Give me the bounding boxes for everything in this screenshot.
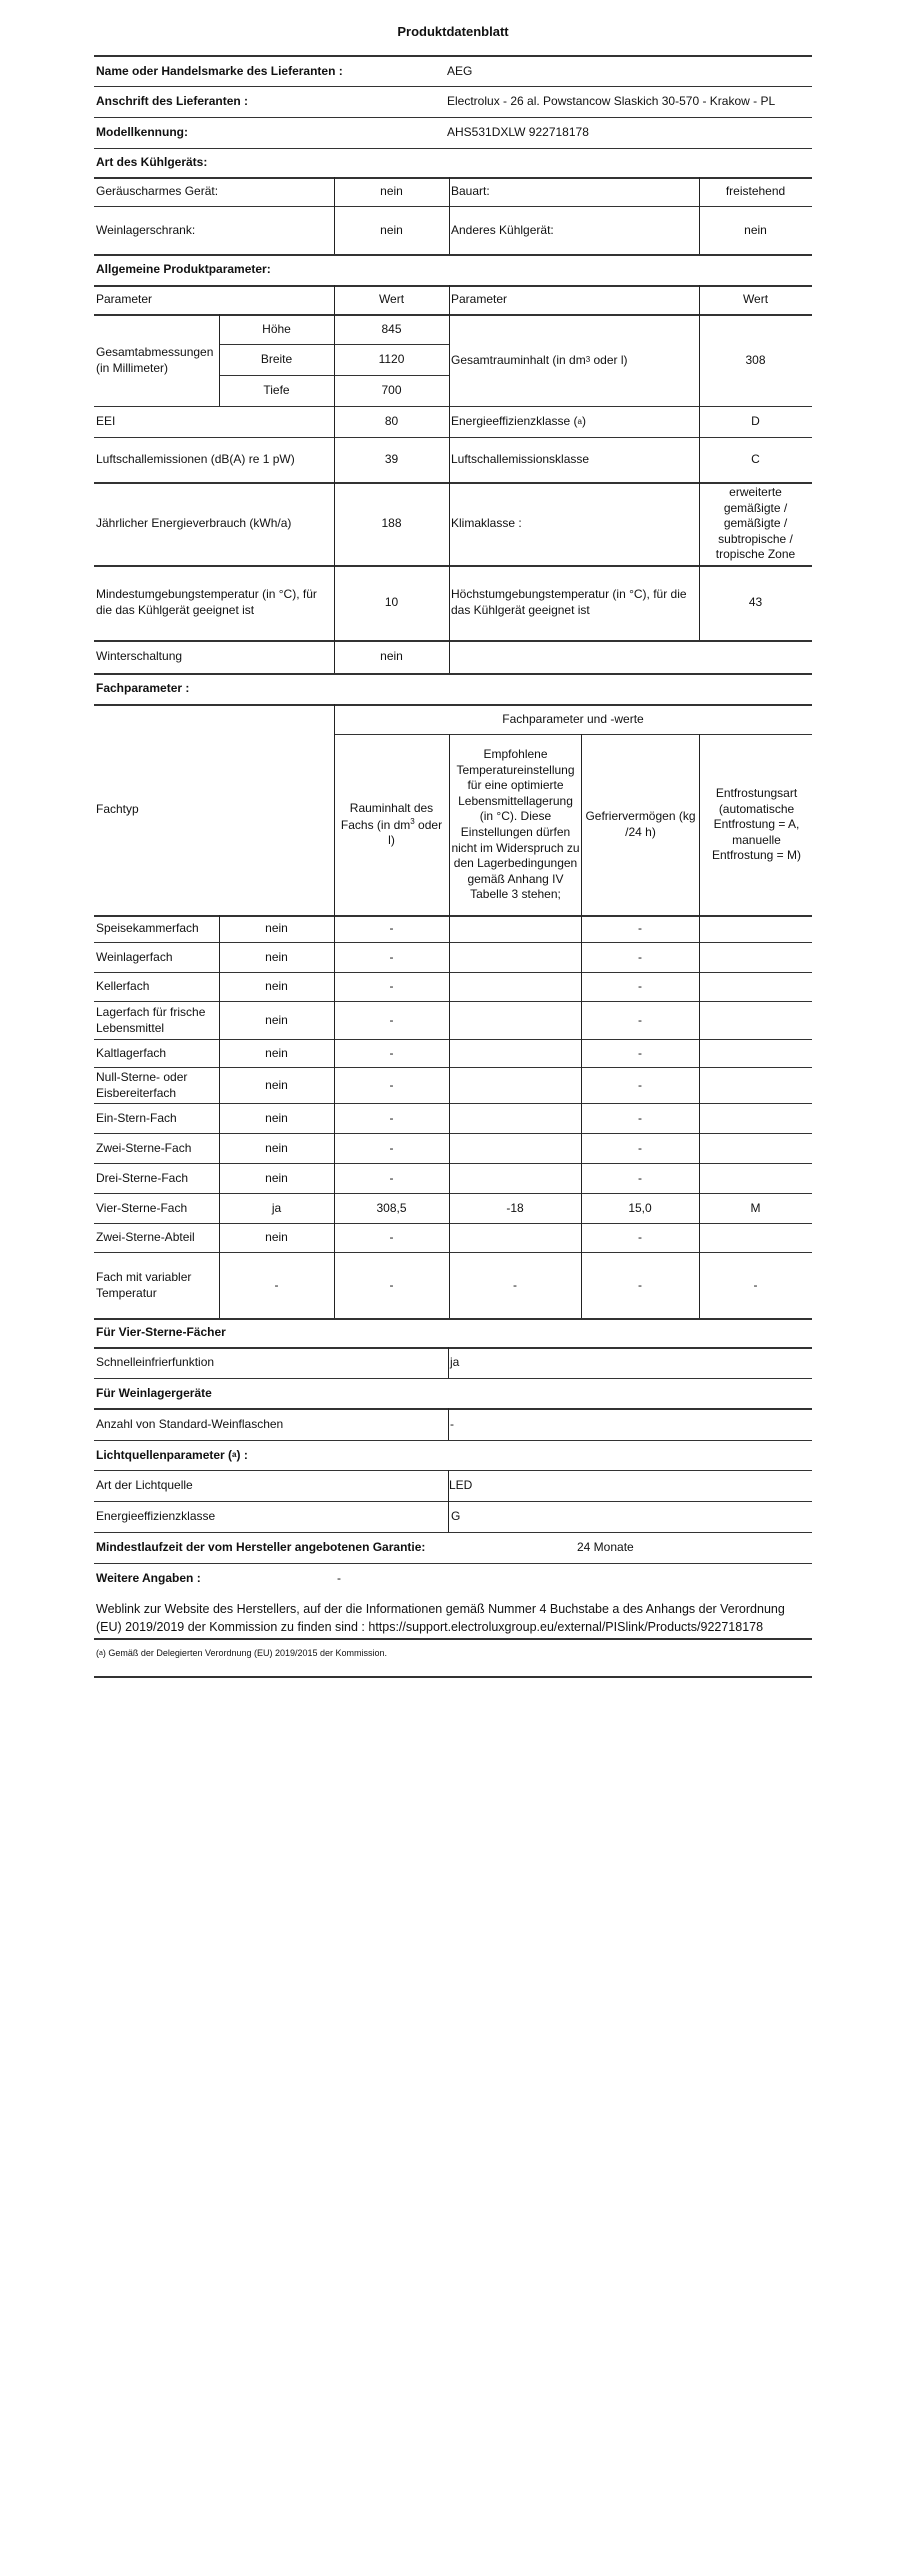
cell-type: Weinlagerfach xyxy=(96,949,173,964)
col-compartment-volume-text xyxy=(336,801,447,849)
divider xyxy=(94,640,812,642)
cell-type: Drei-Sterne-Fach xyxy=(96,1170,189,1185)
cell-freeze: - xyxy=(638,1110,642,1125)
cell-freeze: - xyxy=(638,1012,642,1027)
cell-type: Vier-Sterne-Fach xyxy=(96,1200,188,1215)
cell-present: nein xyxy=(265,1110,288,1125)
min-temp-label: Mindestumgebungstemperatur (in °C), für die das Kühlgerät geeignet ist xyxy=(96,587,317,617)
general-heading: Allgemeine Produktparameter: xyxy=(96,262,271,277)
low-noise-value: nein xyxy=(380,184,403,199)
cell-type: Speisekammerfach xyxy=(96,921,199,936)
superscript: a xyxy=(577,416,582,426)
weblink-text[interactable]: Weblink zur Website des Herstellers, auf der die Informationen gemäß Nummer 4 Buchstabe a des Anhangs der Verordnung (EU) 2019/2019 der Kommission zu finden sind : https://support.electroluxgroup.eu/external/PISlink/Products/922718178 xyxy=(96,1602,785,1634)
cell-freeze: - xyxy=(638,979,642,994)
col-defrost-type: Entfrostungsart (automatische Entfrostung = A, manuelle Entfrostung = M) xyxy=(711,786,802,863)
fast-freeze-label: Schnelleinfrierfunktion xyxy=(96,1355,215,1370)
cell-type: Kaltlagerfach xyxy=(96,1045,167,1060)
cell-freeze: - xyxy=(638,1277,642,1292)
cell-present: - xyxy=(274,1277,279,1292)
cell-volume: - xyxy=(389,1230,394,1245)
warranty-label: Mindestlaufzeit der vom Hersteller angebotenen Garantie: xyxy=(96,1540,426,1555)
fast-freeze-value: ja xyxy=(450,1355,460,1370)
superscript: a xyxy=(99,1650,103,1658)
supplier-address-value: Electrolux - 26 al. Powstancow Slaskich 30-570 - Krakow - PL xyxy=(447,94,776,109)
superscript: 3 xyxy=(410,816,415,826)
cell-defrost xyxy=(699,1224,812,1252)
column-divider xyxy=(219,915,220,1318)
cell-volume: - xyxy=(389,1140,394,1155)
annual-energy-value: 188 xyxy=(381,516,402,531)
cell-defrost xyxy=(699,1068,812,1103)
height-value: 845 xyxy=(381,321,402,336)
cell-defrost xyxy=(699,943,812,972)
footnote-text: Gemäß der Delegierten Verordnung (EU) 2019/2015 der Kommission. xyxy=(105,1648,388,1659)
column-divider xyxy=(449,734,450,1318)
wine-bottles-value: - xyxy=(450,1416,454,1431)
column-divider xyxy=(581,734,582,1318)
col-parameter-header: Parameter xyxy=(96,292,153,307)
max-temp-value: 43 xyxy=(748,595,763,610)
width-label: Breite xyxy=(260,352,293,367)
light-heading-post: ) : xyxy=(236,1447,248,1462)
cell-freeze: - xyxy=(638,1045,642,1060)
cell-defrost xyxy=(699,973,812,1001)
light-heading-pre: Lichtquellenparameter ( xyxy=(96,1447,233,1462)
cell-volume: - xyxy=(389,949,394,964)
energy-class-label xyxy=(451,407,586,437)
cell-type: Null-Sterne- oder Eisbereiterfach xyxy=(96,1069,188,1100)
wine-heading: Für Weinlagergeräte xyxy=(96,1385,212,1400)
footnote-close: ) xyxy=(102,1648,106,1659)
cell-temp xyxy=(449,943,581,972)
footnote xyxy=(96,1640,387,1668)
cell-freeze: - xyxy=(638,1170,642,1185)
cell-temp xyxy=(449,1002,581,1039)
cell-present: nein xyxy=(265,979,288,994)
appliance-type-heading: Art des Kühlgeräts: xyxy=(96,155,208,170)
max-temp-label: Höchstumgebungstemperatur (in °C), für die das Kühlgerät geeignet ist xyxy=(451,587,687,617)
cell-temp: -18 xyxy=(506,1200,524,1215)
cell-defrost xyxy=(699,1164,812,1193)
divider xyxy=(94,1378,812,1379)
cell-temp: - xyxy=(513,1277,517,1292)
column-divider xyxy=(334,704,335,1318)
design-type-value: freistehend xyxy=(725,184,786,199)
cell-defrost: M xyxy=(750,1200,761,1215)
divider xyxy=(94,673,812,675)
additional-label: Weitere Angaben : xyxy=(96,1571,201,1586)
supplier-name-label: Name oder Handelsmarke des Lieferanten : xyxy=(96,63,343,78)
noise-label: Luftschallemissionen (dB(A) re 1 pW) xyxy=(96,452,295,467)
column-divider xyxy=(448,1470,449,1532)
cell-defrost: - xyxy=(753,1277,758,1292)
cell-present: nein xyxy=(265,1230,288,1245)
cell-present: ja xyxy=(271,1200,282,1215)
cell-defrost xyxy=(699,1040,812,1067)
page-title: Produktdatenblatt xyxy=(397,23,509,39)
cell-temp xyxy=(449,973,581,1001)
model-value: AHS531DXLW 922718178 xyxy=(447,125,589,140)
cell-volume: 308,5 xyxy=(376,1200,407,1215)
cell-present: nein xyxy=(265,1170,288,1185)
wine-cabinet-label: Weinlagerschrank: xyxy=(96,222,196,237)
light-class-label: Energieeffizienzklasse xyxy=(96,1509,216,1524)
cell-volume: - xyxy=(389,1045,394,1060)
cell-type: Kellerfach xyxy=(96,979,150,994)
column-divider xyxy=(448,1347,449,1378)
light-class-value: G xyxy=(451,1509,461,1524)
cell-temp xyxy=(449,1164,581,1193)
cell-defrost xyxy=(699,916,812,942)
cell-temp xyxy=(449,1134,581,1163)
cell-temp xyxy=(449,1040,581,1067)
cell-type: Fach mit variabler Temperatur xyxy=(96,1269,192,1300)
divider xyxy=(94,1563,812,1564)
column-divider xyxy=(699,734,700,1318)
winter-value: nein xyxy=(380,649,403,664)
additional-value: - xyxy=(337,1571,341,1586)
other-appliance-label: Anderes Kühlgerät: xyxy=(451,222,554,237)
cell-volume: - xyxy=(389,1170,394,1185)
col-volume-post: oder l) xyxy=(388,817,446,848)
wine-bottles-label: Anzahl von Standard-Weinflaschen xyxy=(96,1416,284,1431)
cell-defrost xyxy=(699,1134,812,1163)
energy-class-value: D xyxy=(751,414,760,429)
cell-present: nein xyxy=(265,1140,288,1155)
supplier-name-value: AEG xyxy=(447,63,473,78)
light-type-label: Art der Lichtquelle xyxy=(96,1478,193,1493)
column-divider xyxy=(449,285,450,673)
eei-label: EEI xyxy=(96,414,116,429)
footnote-open: ( xyxy=(96,1648,99,1659)
cell-temp xyxy=(449,1104,581,1133)
cell-defrost xyxy=(699,1104,812,1133)
column-divider xyxy=(699,177,700,254)
cell-volume: - xyxy=(389,979,394,994)
model-label: Modellkennung: xyxy=(96,125,188,140)
cell-freeze: - xyxy=(638,921,642,936)
noise-class-label: Luftschallemissionsklasse xyxy=(451,452,590,467)
cell-freeze: - xyxy=(638,1140,642,1155)
cell-freeze: - xyxy=(638,1077,642,1092)
divider xyxy=(94,1440,812,1441)
light-type-value: LED xyxy=(449,1478,473,1493)
climate-class-label: Klimaklasse : xyxy=(451,516,522,531)
design-type-label: Bauart: xyxy=(451,184,490,199)
climate-class-value: erweiterte gemäßigte / gemäßigte / subtropische / tropische Zone xyxy=(715,485,796,562)
cell-volume: - xyxy=(389,1277,394,1292)
cell-present: nein xyxy=(265,1012,288,1027)
height-label: Höhe xyxy=(262,321,291,336)
col-value-header: Wert xyxy=(378,292,405,307)
col-freezing-capacity: Gefriervermögen (kg /24 h) xyxy=(585,809,696,839)
winter-label: Winterschaltung xyxy=(96,649,183,664)
warranty-value: 24 Monate xyxy=(577,1540,634,1555)
total-volume-label-post: oder l) xyxy=(590,352,628,367)
compartments-group-header: Fachparameter und -werte xyxy=(502,711,644,726)
col-parameter-header-2: Parameter xyxy=(451,292,508,307)
total-volume-label xyxy=(451,315,628,406)
cell-present: nein xyxy=(265,949,288,964)
cell-present: nein xyxy=(265,1077,288,1092)
col-value-header-2: Wert xyxy=(742,292,769,307)
cell-volume: - xyxy=(389,1110,394,1125)
width-value: 1120 xyxy=(378,352,405,367)
column-divider xyxy=(219,314,220,406)
cell-present: nein xyxy=(265,1045,288,1060)
total-volume-value: 308 xyxy=(745,352,766,367)
divider xyxy=(94,1676,812,1678)
column-divider xyxy=(449,177,450,254)
noise-class-value: C xyxy=(751,452,760,467)
light-heading xyxy=(96,1442,248,1469)
noise-value: 39 xyxy=(384,452,399,467)
min-temp-value: 10 xyxy=(384,595,399,610)
column-divider xyxy=(699,285,700,640)
cell-freeze: - xyxy=(638,1230,642,1245)
cell-temp xyxy=(449,916,581,942)
cell-freeze: - xyxy=(638,949,642,964)
energy-class-label-post: ) xyxy=(581,414,586,429)
total-volume-label-pre: Gesamtrauminhalt (in dm xyxy=(451,352,586,367)
compartments-heading: Fachparameter : xyxy=(96,681,190,696)
superscript: a xyxy=(232,1450,237,1460)
col-compartment-volume xyxy=(336,735,447,915)
cell-type: Zwei-Sterne-Abteil xyxy=(96,1230,195,1245)
four-star-heading: Für Vier-Sterne-Fächer xyxy=(96,1325,226,1340)
cell-defrost xyxy=(699,1002,812,1039)
cell-type: Ein-Stern-Fach xyxy=(96,1110,177,1125)
col-compartment-temp: Empfohlene Temperatureinstellung für eine optimierte Lebensmittellagerung (in °C). Diese Einstellungen dürfen nicht im Widerspruch zu den Lagerbedingungen gemäß Anhang IV Tabelle 3 stehen; xyxy=(451,747,580,902)
cell-volume: - xyxy=(389,1012,394,1027)
column-divider xyxy=(334,177,335,254)
cell-temp xyxy=(449,1068,581,1103)
column-divider xyxy=(334,285,335,673)
col-volume-pre: Rauminhalt des Fachs (in dm xyxy=(340,801,434,832)
cell-temp xyxy=(449,1224,581,1252)
col-compartment-type: Fachtyp xyxy=(96,802,139,817)
cell-present: nein xyxy=(265,921,288,936)
low-noise-label: Geräuscharmes Gerät: xyxy=(96,184,219,199)
cell-volume: - xyxy=(389,1077,394,1092)
column-divider xyxy=(448,1408,449,1440)
cell-volume: - xyxy=(389,921,394,936)
cell-type: Lagerfach für frische Lebensmittel xyxy=(96,1004,206,1035)
cell-freeze: 15,0 xyxy=(628,1200,652,1215)
cell-type: Zwei-Sterne-Fach xyxy=(96,1140,192,1155)
eei-value: 80 xyxy=(384,414,399,429)
dimensions-label: Gesamtabmessungen (in Millimeter) xyxy=(96,344,214,375)
energy-class-label-pre: Energieeffizienzklasse ( xyxy=(451,414,578,429)
superscript: 3 xyxy=(585,355,591,365)
annual-energy-label: Jährlicher Energieverbrauch (kWh/a) xyxy=(96,516,292,531)
wine-cabinet-value: nein xyxy=(380,222,403,237)
depth-value: 700 xyxy=(381,383,402,398)
supplier-address-label: Anschrift des Lieferanten : xyxy=(96,94,249,109)
other-appliance-value: nein xyxy=(744,222,767,237)
depth-label: Tiefe xyxy=(263,383,290,398)
